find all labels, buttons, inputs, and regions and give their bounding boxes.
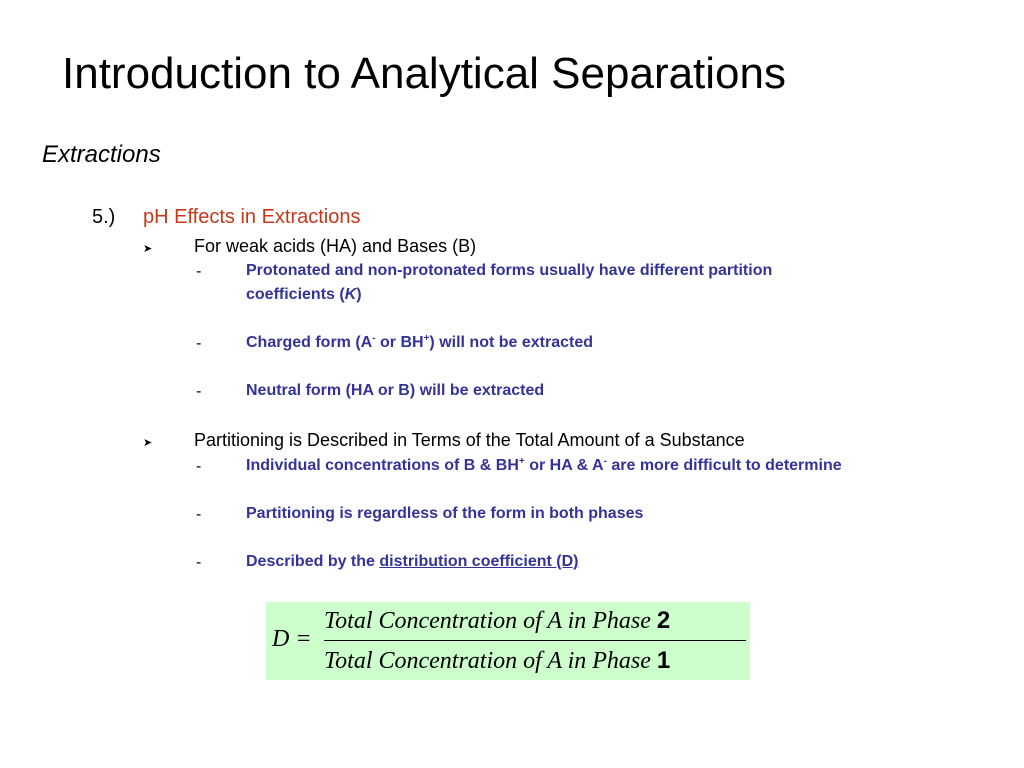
slide-subtitle: Extractions <box>42 141 161 168</box>
sub-item-neutral-form: Neutral form (HA or B) will be extracted <box>246 382 545 399</box>
fraction-bar <box>324 640 746 641</box>
bullet-weak-acids: For weak acids (HA) and Bases (B) <box>194 236 477 256</box>
distribution-coefficient-link[interactable]: distribution coefficient (D) <box>379 553 579 570</box>
sub-item-distribution-coefficient: Described by the distribution coefficient (D) <box>246 553 579 570</box>
dash-marker: - <box>196 383 202 400</box>
formula-lhs: D = <box>272 626 312 652</box>
distribution-coefficient-formula <box>266 602 750 680</box>
dash-marker: - <box>196 554 202 571</box>
sub-item-protonated-line1: Protonated and non-protonated forms usually have different partition <box>246 262 773 279</box>
formula-numerator: Total Concentration of A in Phase 2 <box>324 607 671 634</box>
slide-title: Introduction to Analytical Separations <box>62 49 787 98</box>
dash-marker: - <box>196 458 202 475</box>
section-heading: pH Effects in Extractions <box>143 206 361 228</box>
sub-item-protonated-line2: coefficients (K) <box>246 286 362 303</box>
dash-marker: - <box>196 506 202 523</box>
formula-denominator: Total Concentration of A in Phase 1 <box>324 647 671 674</box>
sub-item-individual-concentrations: Individual concentrations of B & BH+ or HA & A- are more difficult to determine <box>246 456 842 474</box>
sub-item-regardless-of-form: Partitioning is regardless of the form in both phases <box>246 505 644 522</box>
arrow-bullet-icon: ➤ <box>143 437 153 449</box>
arrow-bullet-icon: ➤ <box>143 243 153 255</box>
dash-marker: - <box>196 335 202 352</box>
sub-item-charged-form: Charged form (A- or BH+) will not be extracted <box>246 333 594 351</box>
dash-marker: - <box>196 263 202 280</box>
bullet-partitioning: Partitioning is Described in Terms of the Total Amount of a Substance <box>194 430 745 450</box>
section-number: 5.) <box>92 206 116 228</box>
